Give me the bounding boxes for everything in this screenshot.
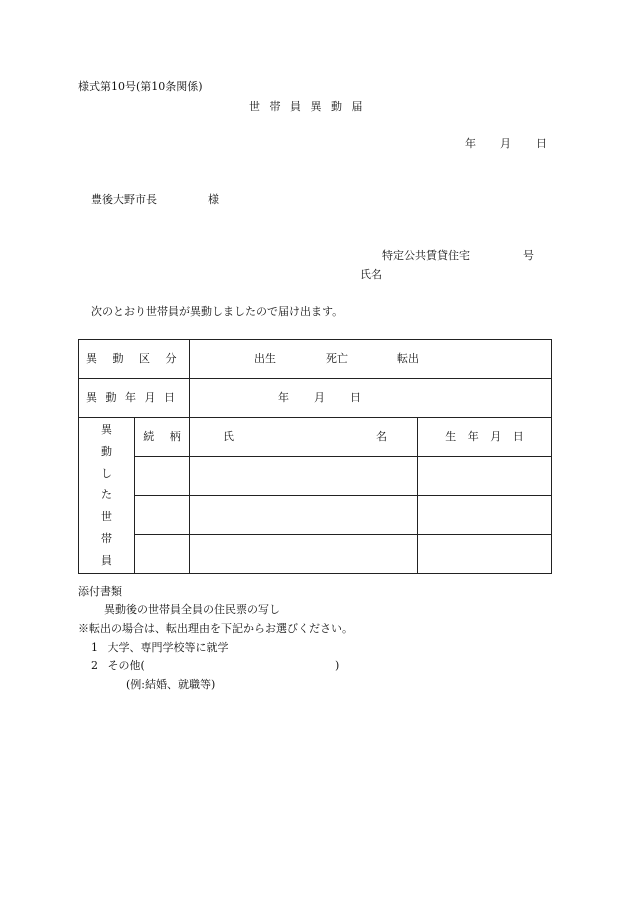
movement-date-label: 異 動 年 月 日 bbox=[86, 391, 175, 404]
birthdate-field[interactable] bbox=[418, 535, 552, 574]
form-number: 様式第10号(第10条関係) bbox=[78, 80, 203, 93]
header-birthdate: 生 年 月 日 bbox=[445, 430, 524, 443]
addressee-name: 豊後大野市長 bbox=[91, 193, 157, 206]
applicant-name-label: 氏名 bbox=[360, 268, 382, 281]
movement-date-year: 年 bbox=[278, 391, 289, 404]
date-year: 年 bbox=[465, 137, 476, 150]
date-month: 月 bbox=[500, 137, 511, 150]
movement-type-label: 異 動 区 分 bbox=[86, 352, 177, 365]
vertical-char: 動 bbox=[101, 445, 112, 459]
option-move-out[interactable]: 転出 bbox=[397, 352, 419, 365]
movement-type-options-cell[interactable] bbox=[190, 340, 552, 379]
birthdate-field[interactable] bbox=[418, 496, 552, 535]
moved-members-vertical-label bbox=[79, 420, 134, 572]
housing-label: 特定公共賃貸住宅 bbox=[382, 249, 470, 262]
header-name-first: 氏 bbox=[223, 430, 234, 443]
movement-date-day: 日 bbox=[350, 391, 361, 404]
vertical-char: 異 bbox=[101, 423, 112, 437]
vertical-char: 世 bbox=[101, 510, 112, 524]
option-death[interactable]: 死亡 bbox=[326, 352, 348, 365]
member-name-field[interactable] bbox=[190, 496, 418, 535]
member-name-field[interactable] bbox=[190, 457, 418, 496]
unit-label: 号 bbox=[523, 249, 534, 262]
birthdate-field[interactable] bbox=[418, 457, 552, 496]
header-birthdate-cell bbox=[418, 418, 552, 457]
table-row bbox=[79, 457, 552, 496]
form-title: 世 帯 員 異 動 届 bbox=[249, 100, 363, 113]
intro-text: 次のとおり世帯員が異動しましたので届け出ます。 bbox=[91, 305, 344, 318]
relation-field[interactable] bbox=[135, 496, 190, 535]
reason-example: (例:結婚、就職等) bbox=[126, 678, 216, 691]
vertical-char: し bbox=[101, 466, 112, 480]
movement-type-label-cell bbox=[79, 340, 190, 379]
vertical-char: 員 bbox=[101, 553, 112, 567]
header-relation: 続 柄 bbox=[143, 430, 181, 443]
table-row bbox=[79, 496, 552, 535]
reason-option-2-close: ) bbox=[335, 659, 340, 672]
moved-members-vertical-label-cell bbox=[79, 418, 135, 574]
move-out-note: ※転出の場合は、転出理由を下記からお選びください。 bbox=[78, 622, 353, 635]
relation-field[interactable] bbox=[135, 457, 190, 496]
movement-date-value-cell[interactable] bbox=[190, 379, 552, 418]
date-day: 日 bbox=[536, 137, 547, 150]
movement-table bbox=[78, 339, 552, 574]
option-birth[interactable]: 出生 bbox=[254, 352, 276, 365]
attachments-heading: 添付書類 bbox=[78, 585, 122, 598]
relation-field[interactable] bbox=[135, 535, 190, 574]
reason-option-1: 1 大学、専門学校等に就学 bbox=[91, 641, 229, 654]
header-name-cell bbox=[190, 418, 418, 457]
table-row bbox=[79, 535, 552, 574]
addressee-honorific: 様 bbox=[208, 193, 219, 206]
header-relation-cell bbox=[135, 418, 190, 457]
attachments-item: 異動後の世帯員全員の住民票の写し bbox=[104, 603, 280, 616]
reason-option-2: 2 その他( bbox=[91, 659, 145, 672]
member-name-field[interactable] bbox=[190, 535, 418, 574]
vertical-char: 帯 bbox=[101, 531, 112, 545]
vertical-char: た bbox=[101, 488, 112, 502]
movement-date-label-cell bbox=[79, 379, 190, 418]
header-name-second: 名 bbox=[376, 430, 387, 443]
movement-date-month: 月 bbox=[314, 391, 325, 404]
